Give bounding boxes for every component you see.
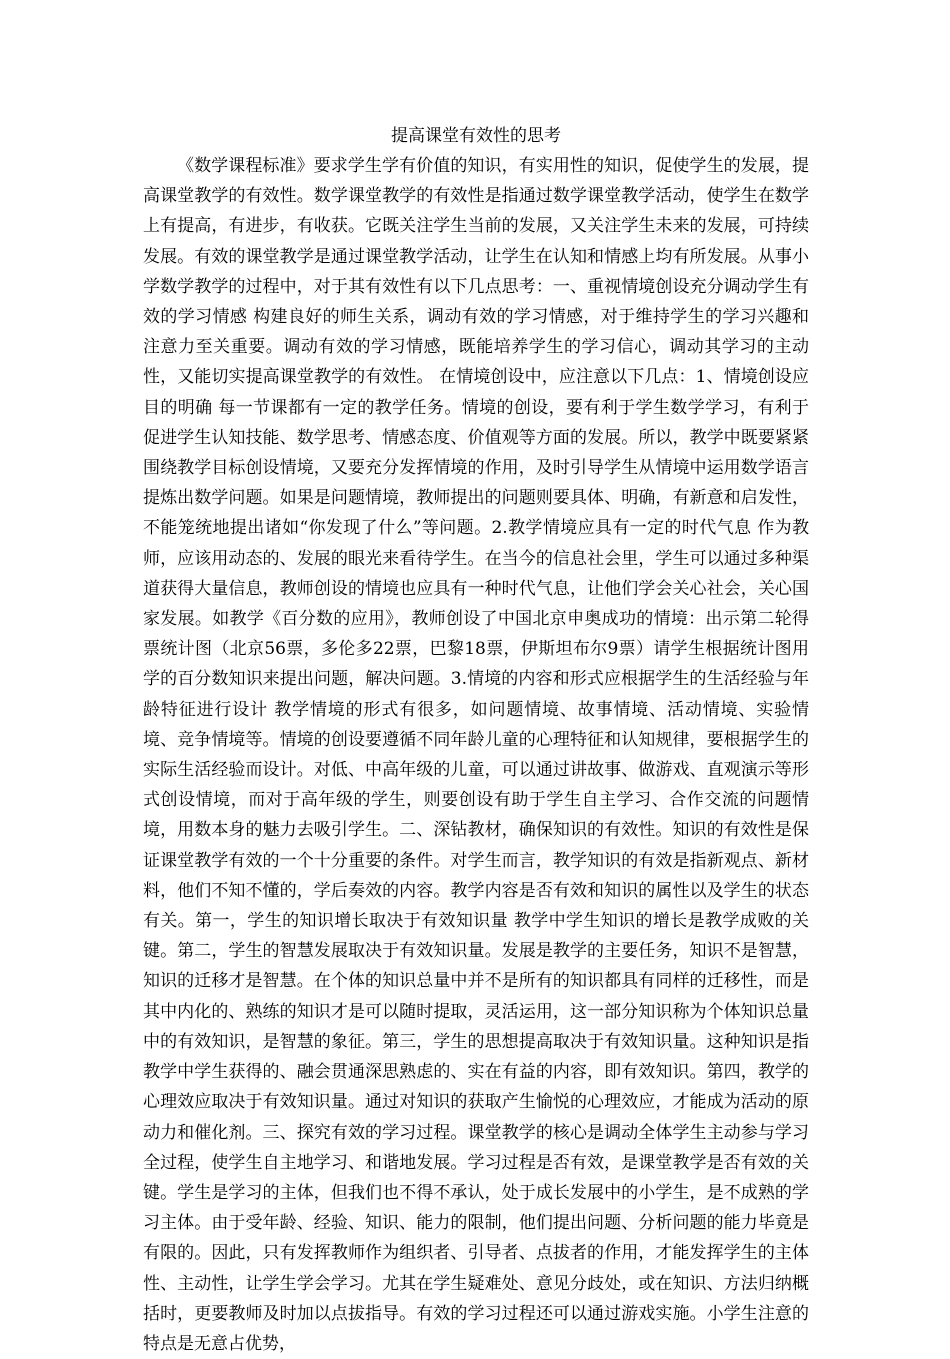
document-content: [143, 121, 809, 1359]
document-body: 《数学课程标准》要求学生学有价值的知识，有实用性的知识，促使学生的发展，提高课堂教学的有效性。数学课堂教学的有效性是指通过数学课堂教学活动，使学生在数学上有提高，有进步，有收获。它既关注学生当前的发展，又关注学生未来的发展，可持续发展。有效的课堂教学是通过课堂教学活动，让学生在认知和情感上均有所发展。从事小学数学教学的过程中，对于其有效性有以下几点思考：一、重视情境创设充分调动学生有效的学习情感 构建良好的师生关系，调动有效的学习情感，对于维持学生的学习兴趣和注意力至关重要。调动有效的学习情感，既能培养学生的学习信心，调动其学习的主动性，又能切实提高课堂教学的有效性。 在情境创设中，应注意以下几点：1、情境创设应目的明确 每一节课都有一定的教学任务。情境的创设，要有利于学生数学学习，有利于促进学生认知技能、数学思考、情感态度、价值观等方面的发展。所以，教学中既要紧紧围绕教学目标创设情境，又要充分发挥情境的作用，及时引导学生从情境中运用数学语言提炼出数学问题。如果是问题情境，教师提出的问题则要具体、明确，有新意和启发性，不能笼统地提出诸如“你发现了什么”等问题。2.教学情境应具有一定的时代气息 作为教师，应该用动态的、发展的眼光来看待学生。在当今的信息社会里，学生可以通过多种渠道获得大量信息，教师创设的情境也应具有一种时代气息，让他们学会关心社会，关心国家发展。如教学《百分数的应用》，教师创设了中国北京申奥成功的情境：出示第二轮得票统计图（北京56票，多伦多22票，巴黎18票，伊斯坦布尔9票）请学生根据统计图用学的百分数知识来提出问题，解决问题。3.情境的内容和形式应根据学生的生活经验与年龄特征进行设计 教学情境的形式有很多，如问题情境、故事情境、活动情境、实验情境、竞争情境等。情境的创设要遵循不同年龄儿童的心理特征和认知规律，要根据学生的实际生活经验而设计。对低、中高年级的儿童，可以通过讲故事、做游戏、直观演示等形式创设情境，而对于高年级的学生，则要创设有助于学生自主学习、合作交流的问题情境，用数本身的魅力去吸引学生。二、深钻教材，确保知识的有效性。知识的有效性是保证课堂教学有效的一个十分重要的条件。对学生而言，教学知识的有效是指新观点、新材料，他们不知不懂的，学后奏效的内容。教学内容是否有效和知识的属性以及学生的状态有关。第一，学生的知识增长取决于有效知识量 教学中学生知识的增长是教学成败的关键。第二，学生的智慧发展取决于有效知识量。发展是教学的主要任务，知识不是智慧，知识的迁移才是智慧。在个体的知识总量中并不是所有的知识都具有同样的迁移性，而是其中内化的、熟练的知识才是可以随时提取，灵活运用，这一部分知识称为个体知识总量中的有效知识，是智慧的象征。第三，学生的思想提高取决于有效知识量。这种知识是指教学中学生获得的、融会贯通深思熟虑的、实在有益的内容，即有效知识。第四，教学的心理效应取决于有效知识量。通过对知识的获取产生愉悦的心理效应，才能成为活动的原动力和催化剂。三、探究有效的学习过程。课堂教学的核心是调动全体学生主动参与学习全过程，使学生自主地学习、和谐地发展。学习过程是否有效，是课堂教学是否有效的关键。学生是学习的主体，但我们也不得不承认，处于成长发展中的小学生，是不成熟的学习主体。由于受年龄、经验、知识、能力的限制，他们提出问题、分析问题的能力毕竟是有限的。因此，只有发挥教师作为组织者、引导者、点拔者的作用，才能发挥学生的主体性、主动性，让学生学会学习。尤其在学生疑难处、意见分歧处，或在知识、方法归纳概括时，更要教师及时加以点拔指导。有效的学习过程还可以通过游戏实施。小学生注意的特点是无意占优势，: [143, 156, 809, 1354]
document-title: 提高课堂有效性的思考: [391, 126, 561, 146]
